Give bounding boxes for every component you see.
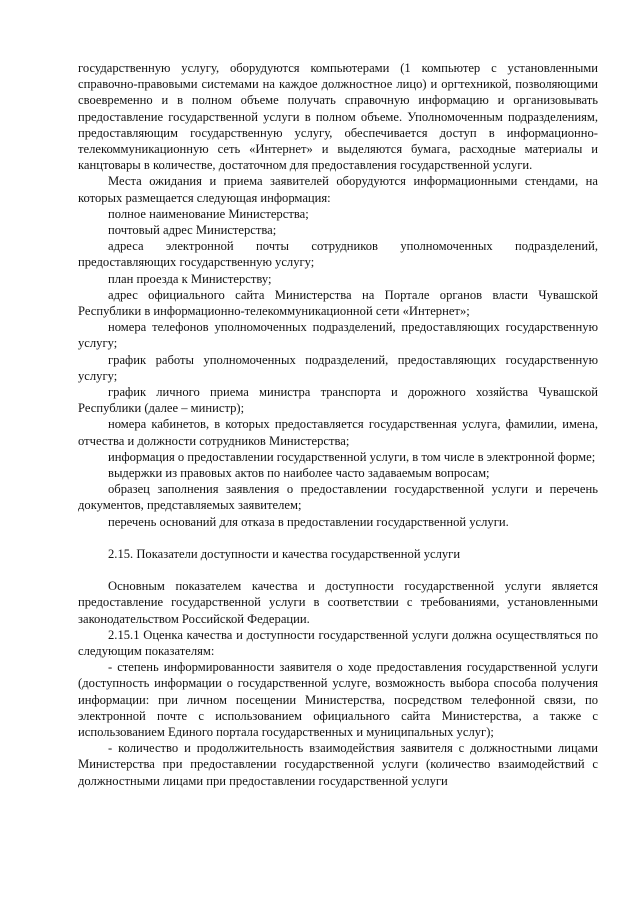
list-item: - количество и продолжительность взаимодействия заявителя с должностными лицами Министерства при предоставлении государственной услуги (количество взаимодействий с должностными лицами при предоставлении государственной услуги (78, 741, 598, 788)
paragraph: Основным показателем качества и доступности государственной услуги является предоставление государственной услуги в соответствии с требованиями, установленными законодательством Российской Федерации. (78, 579, 598, 626)
list-item: - степень информированности заявителя о ходе предоставления государственной услуги (доступность информации о государственной услуге, возможность выбора способа получения информации: при личном посещении Министерства, посредством телефонной связи, по электронной почте с использованием официального сайта Министерства, а также с использованием Единого портала государственных и муниципальных услуг); (78, 660, 598, 739)
list-item: график личного приема министра транспорта и дорожного хозяйства Чувашской Республики (далее – министр); (78, 385, 598, 416)
list-item: полное наименование Министерства; (108, 206, 309, 221)
list-item: номера кабинетов, в которых предоставляется государственная услуга, фамилии, имена, отчества и должности сотрудников Министерства; (78, 417, 598, 448)
paragraph: Места ожидания и приема заявителей оборудуются информационными стендами, на которых размещается следующая информация: (78, 174, 598, 205)
list-item: номера телефонов уполномоченных подразделений, предоставляющих государственную услугу; (78, 320, 598, 351)
list-item: образец заполнения заявления о предоставлении государственной услуги и перечень документов, представляемых заявителем; (78, 482, 598, 513)
list-item: адрес официального сайта Министерства на Портале органов власти Чувашской Республики в информационно-телекоммуникационной сети «Интернет»; (78, 287, 598, 319)
list-item: перечень оснований для отказа в предоставлении государственной услуги. (108, 514, 509, 529)
list-item: выдержки из правовых актов по наиболее часто задаваемым вопросам; (108, 466, 490, 481)
list-item: почтовый адрес Министерства; (108, 223, 277, 238)
paragraph: государственную услугу, оборудуются компьютерами (1 компьютер с установленными справочно-правовыми системами на каждое должностное лицо) и оргтехникой, позволяющими своевременно и в полном объеме получать справочную информацию и организовывать предоставление государственной услуги в полном объеме. Уполномоченным подразделениям, предоставляющим государственную услугу, обеспечивается доступ в информационно-телекоммуникационную сеть «Интернет» и выделяются бумага, расходные материалы и канцтовары в количестве, достаточном для предоставления государственной услуги. (78, 61, 598, 173)
list-item: план проезда к Министерству; (108, 271, 272, 286)
list-item: адреса электронной почты сотрудников уполномоченных подразделений, предоставляющих государственную услугу; (78, 239, 598, 270)
document-body (78, 60, 598, 789)
paragraph: 2.15.1 Оценка качества и доступности государственной услуги должна осуществляться по следующим показателям: (78, 627, 598, 658)
list-item: график работы уполномоченных подразделений, предоставляющих государственную услугу; (78, 352, 598, 383)
section-heading: 2.15. Показатели доступности и качества государственной услуги (108, 546, 461, 561)
list-item: информация о предоставлении государственной услуги, в том числе в электронной форме; (108, 449, 596, 464)
